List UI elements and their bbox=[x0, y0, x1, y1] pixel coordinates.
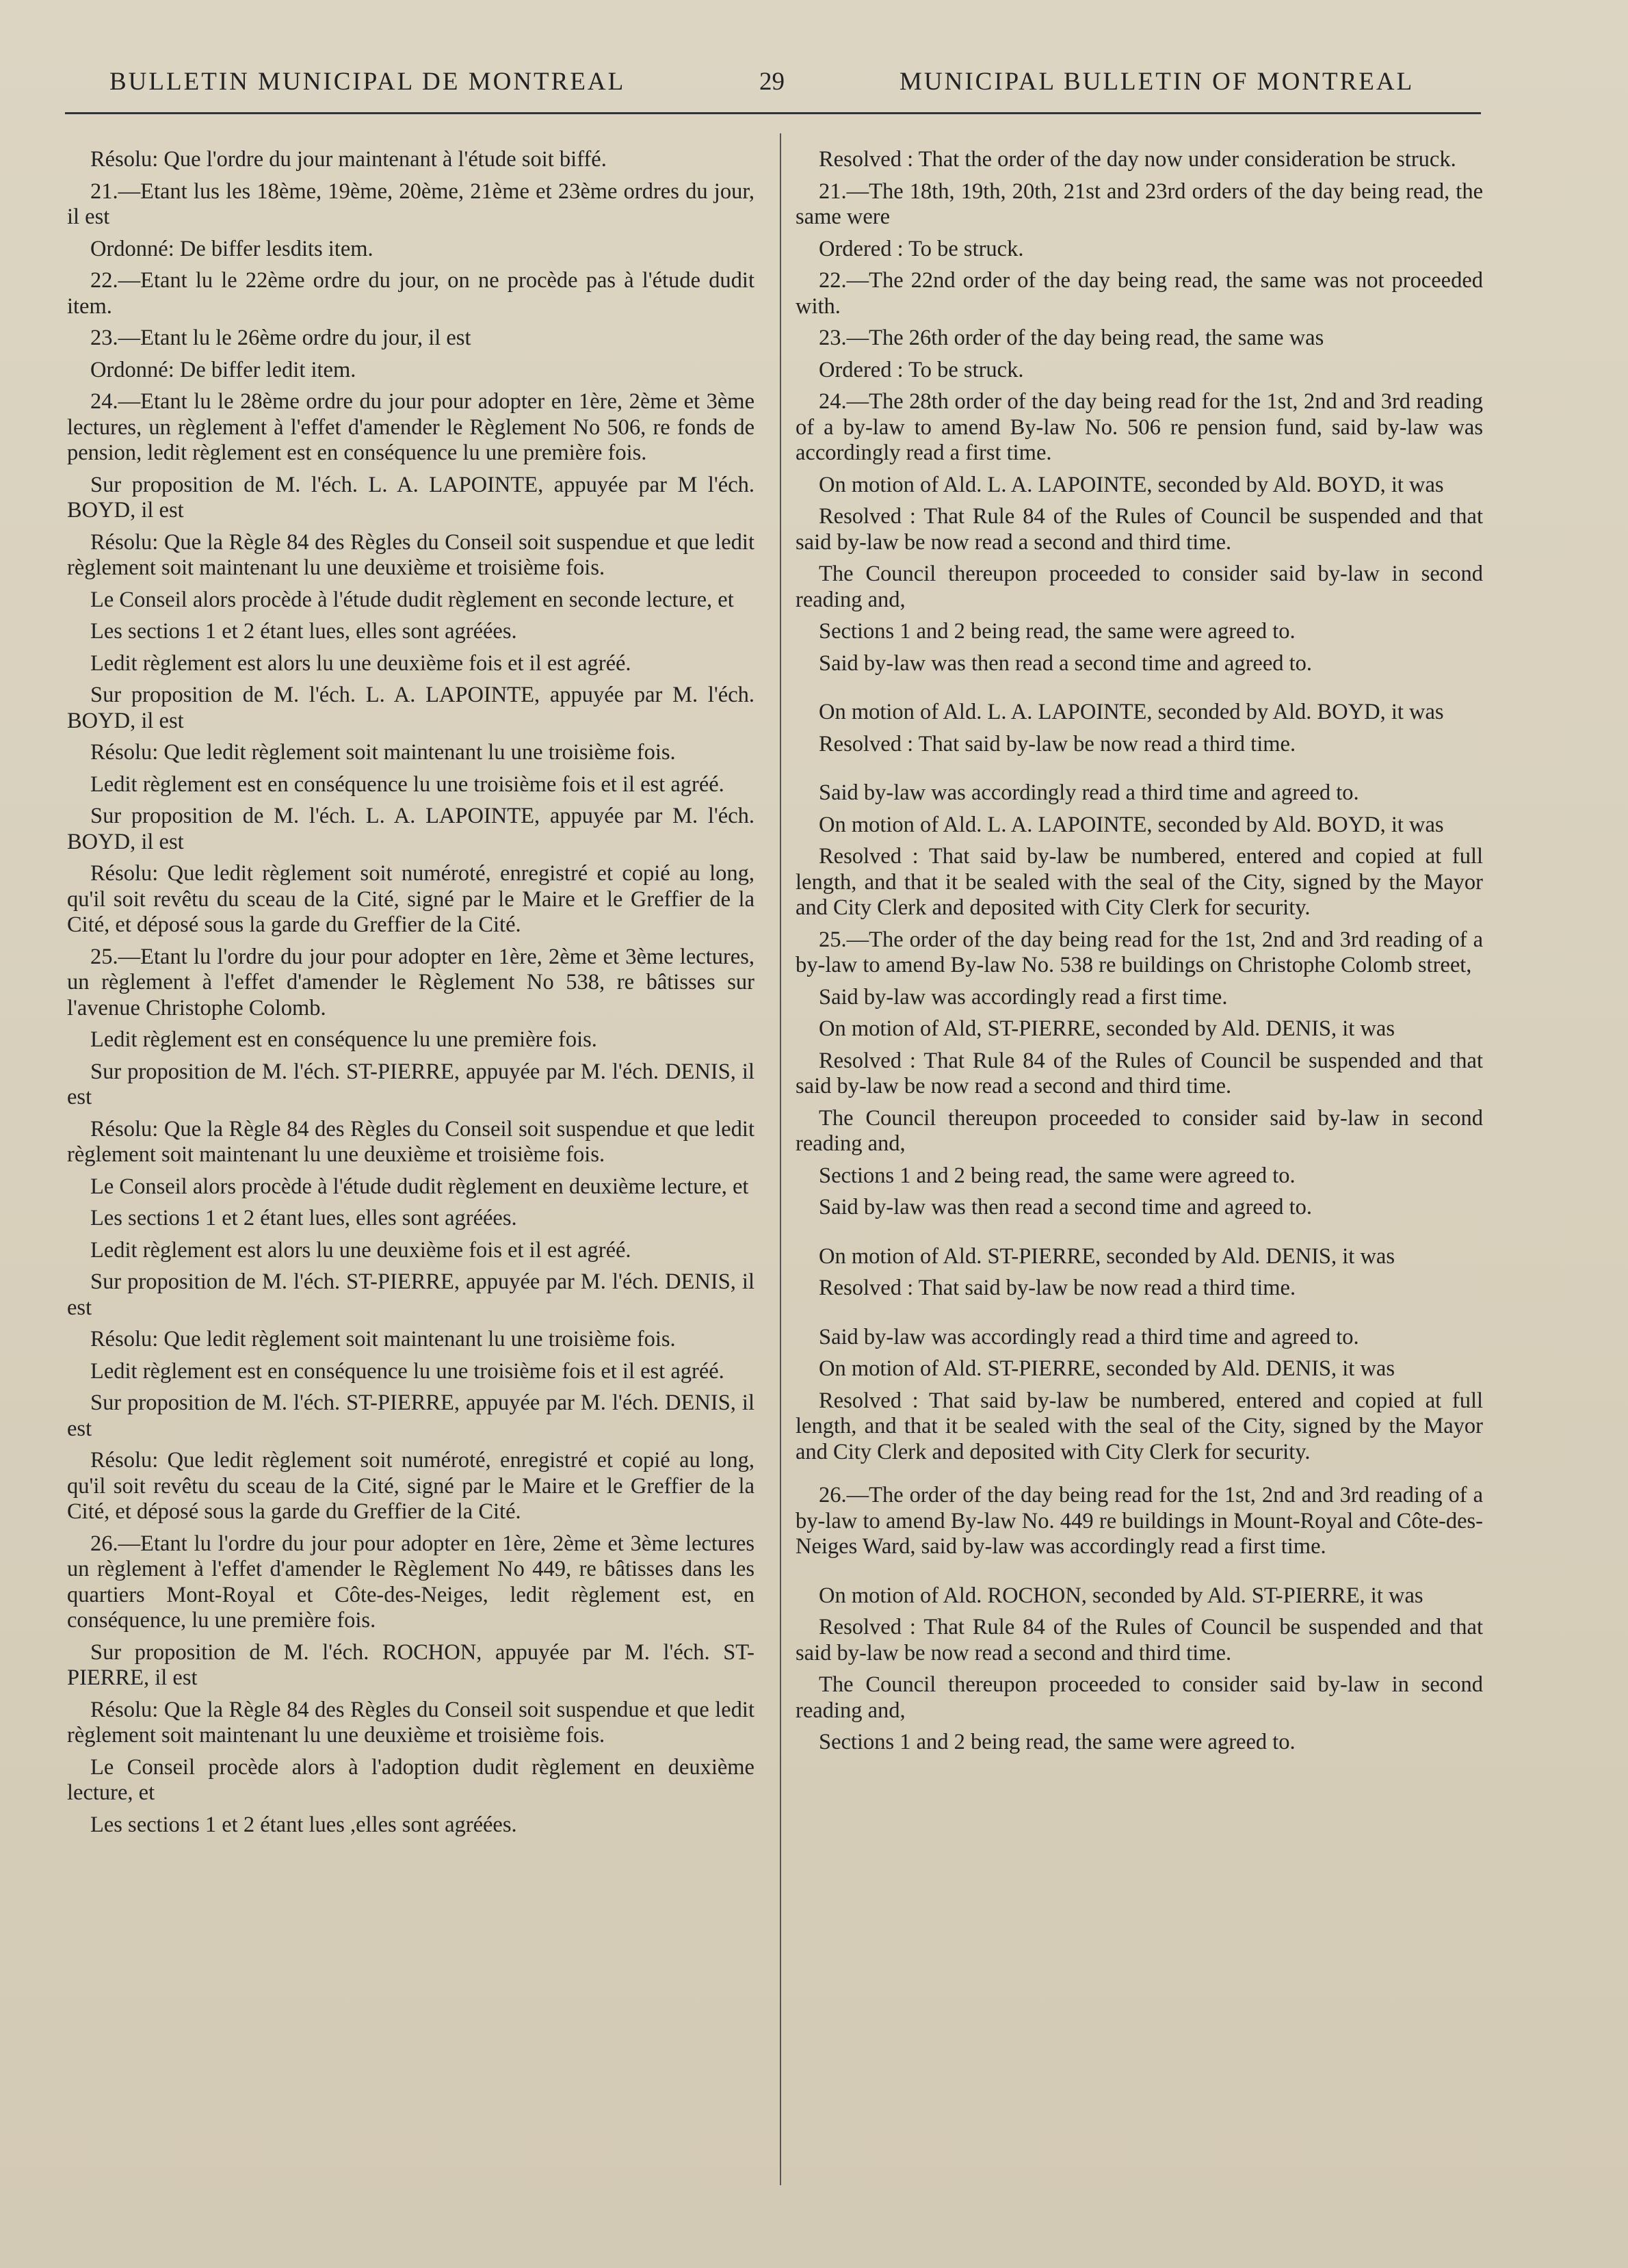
en-paragraph: Sections 1 and 2 being read, the same were agreed to. bbox=[819, 1163, 1296, 1188]
en-paragraph: Resolved : That said by-law be now read a third time. bbox=[819, 731, 1296, 756]
en-paragraph: Sections 1 and 2 being read, the same were agreed to. bbox=[819, 1730, 1296, 1754]
fr-paragraph: Sur proposition de M. l'éch. ST-PIERRE, appuyée par M. l'éch. DENIS, il est bbox=[67, 1059, 754, 1109]
en-paragraph: Resolved : That Rule 84 of the Rules of Council be suspended and that said by-law be now read a second and third time. bbox=[796, 504, 1483, 555]
en-paragraph: 26.—The order of the day being read for the 1st, 2nd and 3rd reading of a by-law to amend By-law No. 449 re buildings in Mount-Royal and Côte-des-Neiges Ward, said by-law was accordingly read a first time. bbox=[796, 1483, 1483, 1559]
en-paragraph: The Council thereupon proceeded to consider said by-law in second reading and, bbox=[796, 562, 1483, 612]
french-column bbox=[67, 147, 754, 1844]
en-paragraph: 21.—The 18th, 19th, 20th, 21st and 23rd orders of the day being read, the same were bbox=[796, 179, 1483, 229]
en-paragraph: Resolved : That Rule 84 of the Rules of Council be suspended and that said by-law be now read a second and third time. bbox=[796, 1615, 1483, 1665]
fr-paragraph: Le Conseil alors procède à l'étude dudit règlement en seconde lecture, et bbox=[90, 587, 734, 612]
header-title-french: BULLETIN MUNICIPAL DE MONTREAL bbox=[109, 68, 626, 96]
en-paragraph: 23.—The 26th order of the day being read, the same was bbox=[819, 326, 1324, 350]
en-paragraph: Resolved : That said by-law be now read a third time. bbox=[819, 1276, 1296, 1300]
fr-paragraph: Ledit règlement est en conséquence lu une troisième fois et il est agréé. bbox=[90, 772, 724, 797]
en-paragraph: Sections 1 and 2 being read, the same were agreed to. bbox=[819, 619, 1296, 644]
column-divider bbox=[780, 133, 781, 2185]
fr-paragraph: Résolu: Que ledit règlement soit numéroté, enregistré et copié au long, qu'il soit revêtu du sceau de la Cité, signé par le Maire et le Greffier de la Cité, et déposé sous la garde du Greffier de la Cité. bbox=[67, 861, 754, 937]
page-number: 29 bbox=[759, 68, 785, 96]
en-paragraph: 25.—The order of the day being read for the 1st, 2nd and 3rd reading of a by-law to amend By-law No. 538 re buildings on Christophe Colomb street, bbox=[796, 927, 1483, 977]
fr-paragraph: 22.—Etant lu le 22ème ordre du jour, on ne procède pas à l'étude dudit item. bbox=[67, 268, 754, 319]
en-paragraph: The Council thereupon proceeded to consider said by-law in second reading and, bbox=[796, 1672, 1483, 1723]
fr-paragraph: Sur proposition de M. l'éch. ST-PIERRE, appuyée par M. l'éch. DENIS, il est bbox=[67, 1269, 754, 1320]
en-paragraph: Resolved : That said by-law be numbered, entered and copied at full length, and that it be sealed with the seal of the City, signed by the Mayor and City Clerk and deposited with City Clerk for security. bbox=[796, 1388, 1483, 1464]
fr-paragraph: Ledit règlement est alors lu une deuxième fois et il est agréé. bbox=[90, 1237, 631, 1263]
fr-paragraph: Le Conseil procède alors à l'adoption dudit règlement en deuxième lecture, et bbox=[67, 1754, 754, 1805]
fr-paragraph: Ordonné: De biffer ledit item. bbox=[90, 357, 356, 382]
en-paragraph: Said by-law was accordingly read a third time and agreed to. bbox=[819, 780, 1359, 805]
fr-paragraph: Ledit règlement est en conséquence lu une troisième fois et il est agréé. bbox=[90, 1358, 724, 1384]
en-paragraph: Resolved : That the order of the day now under consideration be struck. bbox=[819, 147, 1456, 172]
en-paragraph: 24.—The 28th order of the day being read for the 1st, 2nd and 3rd reading of a by-law to amend By-law No. 506 re pension fund, said by-law was accordingly read a first time. bbox=[796, 389, 1483, 465]
en-paragraph: Resolved : That Rule 84 of the Rules of Council be suspended and that said by-law be now read a second and third time. bbox=[796, 1048, 1483, 1098]
en-paragraph: Said by-law was accordingly read a first time. bbox=[819, 984, 1228, 1010]
english-column bbox=[796, 147, 1483, 1762]
en-paragraph: On motion of Ald, ST-PIERRE, seconded by Ald. DENIS, it was bbox=[819, 1016, 1395, 1041]
fr-paragraph: Sur proposition de M. l'éch. L. A. LAPOINTE, appuyée par M l'éch. BOYD, il est bbox=[67, 472, 754, 523]
en-paragraph: Ordered : To be struck. bbox=[819, 357, 1024, 382]
en-paragraph: Said by-law was accordingly read a third time and agreed to. bbox=[819, 1324, 1359, 1349]
en-paragraph: On motion of Ald. ST-PIERRE, seconded by Ald. DENIS, it was bbox=[819, 1243, 1395, 1269]
fr-paragraph: Résolu: Que la Règle 84 des Règles du Conseil soit suspendue et que ledit règlement soit maintenant lu une deuxième et troisième fois. bbox=[67, 1697, 754, 1748]
en-paragraph: On motion of Ald. L. A. LAPOINTE, seconded by Ald. BOYD, it was bbox=[819, 812, 1444, 837]
fr-paragraph: Sur proposition de M. l'éch. L. A. LAPOINTE, appuyée par M. l'éch. BOYD, il est bbox=[67, 683, 754, 733]
fr-paragraph: Résolu: Que la Règle 84 des Règles du Conseil soit suspendue et que ledit règlement soit maintenant lu une deuxième et troisième fois. bbox=[67, 529, 754, 580]
en-paragraph: Said by-law was then read a second time and agreed to. bbox=[819, 650, 1313, 676]
fr-paragraph: Ledit règlement est en conséquence lu une première fois. bbox=[90, 1027, 597, 1052]
header-title-english: MUNICIPAL BULLETIN OF MONTREAL bbox=[900, 68, 1415, 96]
fr-paragraph: Résolu: Que l'ordre du jour maintenant à l'étude soit biffé. bbox=[90, 147, 607, 172]
en-paragraph: The Council thereupon proceeded to consider said by-law in second reading and, bbox=[796, 1105, 1483, 1156]
en-paragraph: 22.—The 22nd order of the day being read, the same was not proceeded with. bbox=[796, 268, 1483, 319]
fr-paragraph: Les sections 1 et 2 étant lues, elles sont agréées. bbox=[90, 1206, 517, 1230]
en-paragraph: Ordered : To be struck. bbox=[819, 236, 1024, 261]
fr-paragraph: 26.—Etant lu l'ordre du jour pour adopter en 1ère, 2ème et 3ème lectures un règlement à l'effet d'amender le Règlement No 449, re bâtisses dans les quartiers Mont-Royal et Côte-des-Neiges, ledit règlement est, en conséquence, lu une première fois. bbox=[67, 1531, 754, 1633]
en-paragraph: On motion of Ald. L. A. LAPOINTE, seconded by Ald. BOYD, it was bbox=[819, 700, 1444, 724]
fr-paragraph: 23.—Etant lu le 26ème ordre du jour, il est bbox=[90, 326, 471, 350]
header-rule bbox=[65, 112, 1481, 114]
fr-paragraph: Résolu: Que la Règle 84 des Règles du Conseil soit suspendue et que ledit règlement soit maintenant lu une deuxième et troisième fois. bbox=[67, 1116, 754, 1167]
fr-paragraph: Les sections 1 et 2 étant lues ,elles sont agréées. bbox=[90, 1812, 517, 1837]
en-paragraph: On motion of Ald. ST-PIERRE, seconded by Ald. DENIS, it was bbox=[819, 1356, 1395, 1381]
fr-paragraph: 25.—Etant lu l'ordre du jour pour adopter en 1ère, 2ème et 3ème lectures, un règlement à l'effet d'amender le Règlement No 538, re bâtisses sur l'avenue Christophe Colomb. bbox=[67, 944, 754, 1020]
fr-paragraph: Résolu: Que ledit règlement soit numéroté, enregistré et copié au long, qu'il soit revêtu du sceau de la Cité, signé par le Maire et le Greffier de la Cité, et déposé sous la garde du Greffier de la Cité. bbox=[67, 1448, 754, 1524]
fr-paragraph: Sur proposition de M. l'éch. ROCHON, appuyée par M. l'éch. ST-PIERRE, il est bbox=[67, 1639, 754, 1690]
page-header bbox=[103, 67, 1478, 115]
fr-paragraph: Sur proposition de M. l'éch. L. A. LAPOINTE, appuyée par M. l'éch. BOYD, il est bbox=[67, 804, 754, 854]
fr-paragraph: Résolu: Que ledit règlement soit maintenant lu une troisième fois. bbox=[90, 1327, 676, 1351]
fr-paragraph: Résolu: Que ledit règlement soit maintenant lu une troisième fois. bbox=[90, 740, 676, 765]
fr-paragraph: Ledit règlement est alors lu une deuxième fois et il est agréé. bbox=[90, 650, 631, 676]
fr-paragraph: 21.—Etant lus les 18ème, 19ème, 20ème, 21ème et 23ème ordres du jour, il est bbox=[67, 179, 754, 229]
en-paragraph: On motion of Ald. ROCHON, seconded by Ald. ST-PIERRE, it was bbox=[819, 1583, 1423, 1608]
fr-paragraph: Ordonné: De biffer lesdits item. bbox=[90, 236, 373, 261]
fr-paragraph: Sur proposition de M. l'éch. ST-PIERRE, appuyée par M. l'éch. DENIS, il est bbox=[67, 1390, 754, 1441]
fr-paragraph: Le Conseil alors procède à l'étude dudit règlement en deuxième lecture, et bbox=[90, 1174, 749, 1199]
fr-paragraph: 24.—Etant lu le 28ème ordre du jour pour adopter en 1ère, 2ème et 3ème lectures, un règlement à l'effet d'amender le Règlement No 506, re fonds de pension, ledit règlement est en conséquence lu une première fois. bbox=[67, 389, 754, 465]
en-paragraph: Resolved : That said by-law be numbered, entered and copied at full length, and that it be sealed with the seal of the City, signed by the Mayor and City Clerk and deposited with City Clerk for security. bbox=[796, 844, 1483, 920]
en-paragraph: Said by-law was then read a second time and agreed to. bbox=[819, 1195, 1313, 1219]
en-paragraph: On motion of Ald. L. A. LAPOINTE, seconded by Ald. BOYD, it was bbox=[819, 472, 1444, 497]
fr-paragraph: Les sections 1 et 2 étant lues, elles sont agréées. bbox=[90, 619, 517, 644]
